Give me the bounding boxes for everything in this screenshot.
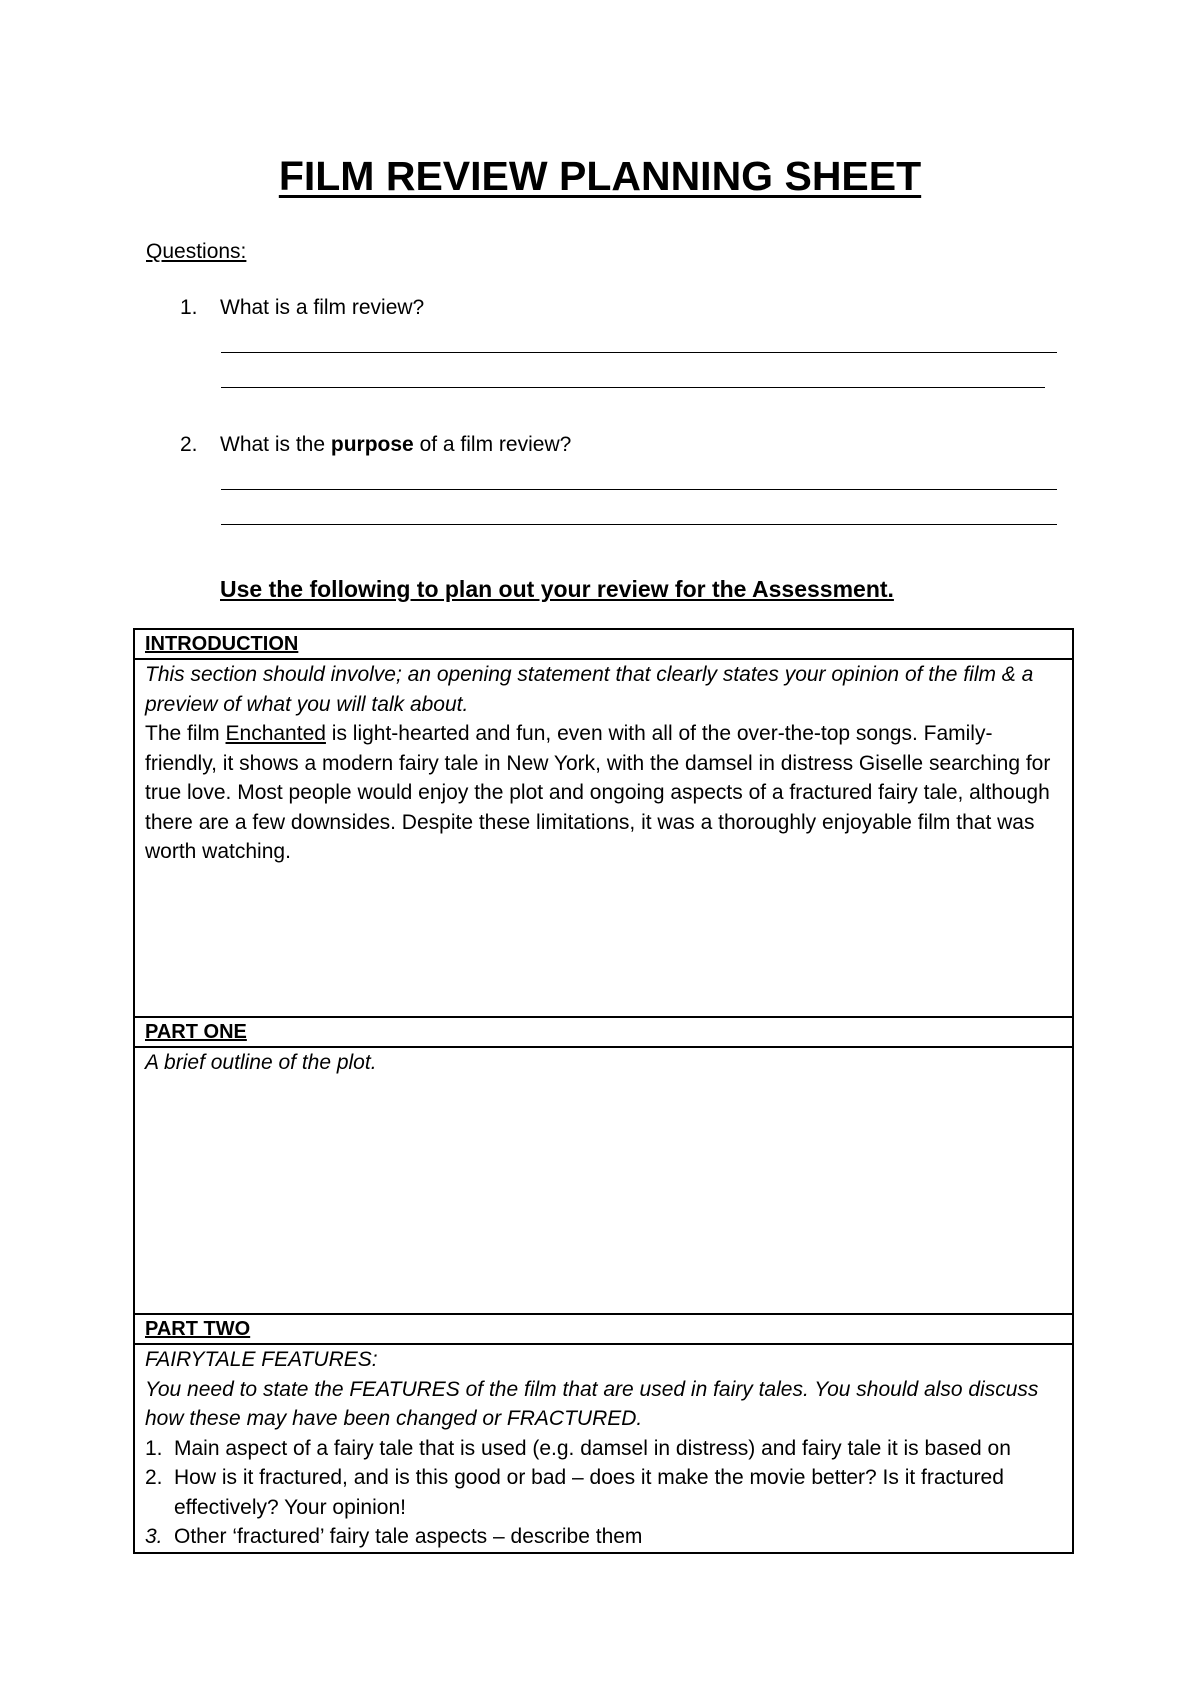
feature-list xyxy=(145,1434,1062,1552)
part-one-instruction: A brief outline of the plot. xyxy=(145,1051,377,1074)
answer-prefix: The film xyxy=(145,722,226,745)
list-item xyxy=(145,1434,1062,1464)
part-one-body-row xyxy=(134,1047,1073,1314)
answer-text: is light-hearted and fun, even with all of the over-the-top songs. Family-friendly, it shows a modern fairy tale in New York, with the damsel in distress Giselle searching for true love. Most people would enjoy the plot and ongoing aspects of a fractured fairy tale, although there are a few downsides. Despite these limitations, it was a thoroughly enjoyable film that was worth watching. xyxy=(145,722,1051,863)
introduction-heading: INTRODUCTION xyxy=(134,629,1073,659)
list-text: Main aspect of a fairy tale that is used (e.g. damsel in distress) and fairy tale it is based on xyxy=(174,1436,1011,1460)
part-one-body[interactable] xyxy=(134,1047,1073,1314)
questions-label: Questions: xyxy=(146,240,247,263)
part-one-header-row xyxy=(134,1017,1073,1047)
film-name: Enchanted xyxy=(225,722,326,745)
list-text: Other ‘fractured’ fairy tale aspects – describe them xyxy=(174,1525,643,1548)
review-planning-table xyxy=(133,628,1074,1554)
question-number: 2. xyxy=(180,433,198,456)
question-text-end: of a film review? xyxy=(413,433,572,456)
question-1 xyxy=(180,294,424,322)
part-one-heading: PART ONE xyxy=(134,1017,1073,1047)
introduction-instruction: This section should involve; an opening statement that clearly states your opinion of the film & a preview of what you will talk about. xyxy=(145,663,1034,716)
list-item xyxy=(145,1463,1062,1522)
list-number: 1. xyxy=(145,1436,163,1460)
answer-line[interactable] xyxy=(221,524,1057,525)
page-title: FILM REVIEW PLANNING SHEET xyxy=(278,153,922,199)
part-two-heading: PART TWO xyxy=(134,1314,1073,1344)
part-two-instruction-title: FAIRYTALE FEATURES: xyxy=(145,1348,378,1371)
introduction-header-row xyxy=(134,629,1073,659)
question-text-start: What is the xyxy=(220,433,331,456)
answer-line[interactable] xyxy=(221,387,1045,388)
question-2 xyxy=(180,431,571,459)
list-item xyxy=(145,1522,1062,1552)
part-two-header-row xyxy=(134,1314,1073,1344)
question-text: What is a film review? xyxy=(220,296,425,319)
question-number: 1. xyxy=(180,296,198,319)
list-number: 2. xyxy=(145,1466,163,1489)
part-two-body[interactable] xyxy=(134,1344,1073,1553)
part-two-body-row xyxy=(134,1344,1073,1553)
list-number: 3. xyxy=(145,1525,163,1548)
introduction-answer xyxy=(145,719,1062,867)
answer-line[interactable] xyxy=(221,352,1057,353)
introduction-body-row xyxy=(134,659,1073,1017)
part-two-instruction: You need to state the FEATURES of the film that are used in fairy tales. You should also discuss how these may have been changed or FRACTURED. xyxy=(145,1377,1039,1430)
question-emphasis: purpose xyxy=(330,433,414,456)
answer-line[interactable] xyxy=(221,489,1057,490)
planning-subheading: Use the following to plan out your review for the Assessment. xyxy=(220,576,894,602)
list-text: How is it fractured, and is this good or bad – does it make the movie better? Is it fractured effectively? Your opinion! xyxy=(174,1466,1004,1519)
introduction-body[interactable] xyxy=(134,659,1073,1017)
